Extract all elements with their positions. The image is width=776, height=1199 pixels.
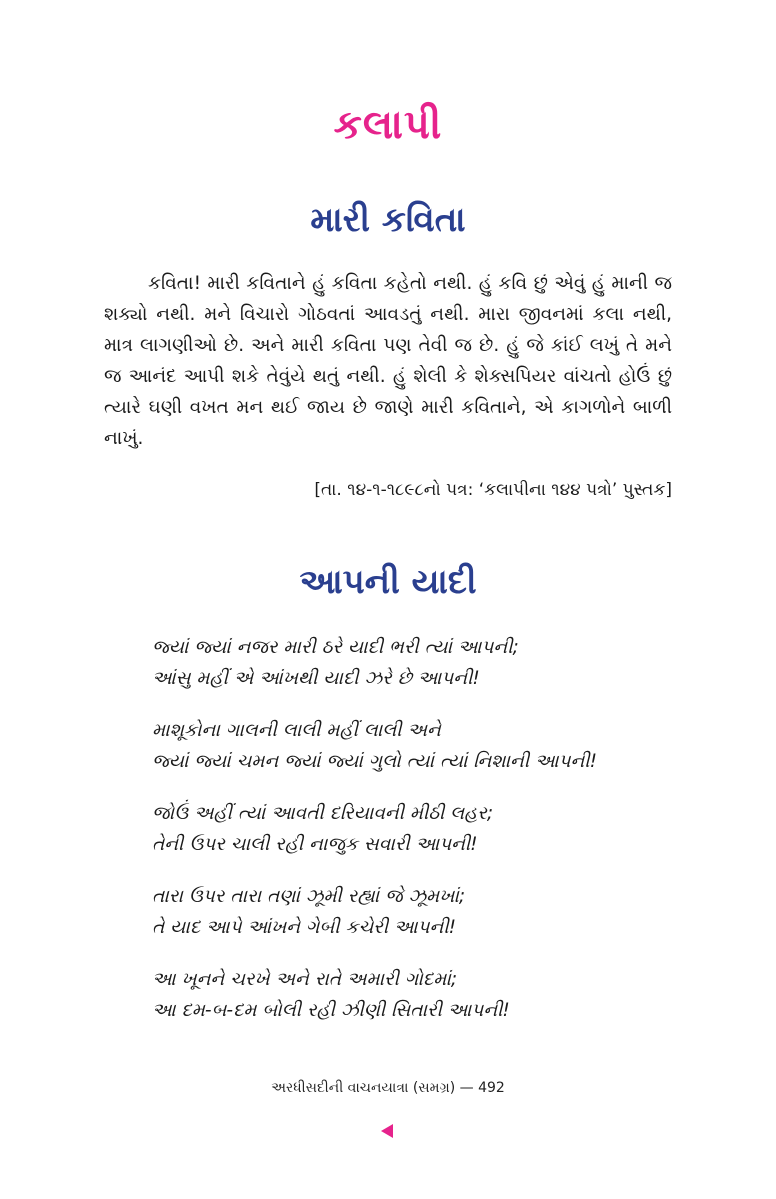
poem-line: જ્યાં જ્યાં ચમન જ્યાં જ્યાં ગુલો ત્યાં ત્યાં નિશાની આપની! <box>152 751 598 772</box>
prose-paragraph: કવિતા! મારી કવિતાને હું કવિતા કહેતો નથી. હું કવિ છું એવું હું માની જ શક્યો નથી. મને વિચારો ગોઠવતાં આવડતું નથી. મારા જીવનમાં કલા નથી, માત્ર લાગણીઓ છે. અને મારી કવિતા પણ તેવી જ છે. હું જે કાંઈ લખું તે મને જ આનંદ આપી શકે તેવુંયે થતું નથી. હું શેલી કે શેક્સપિયર વાંચતો હોઉં છું ત્યારે ઘણી વખત મન થઈ જાય છે જાણે મારી કવિતાને, એ કાગળોને બાળી નાખું. <box>104 273 672 449</box>
author-title: કલાપી <box>333 102 443 148</box>
poem-line: આ દમ-બ-દમ બોલી રહી ઝીણી સિતારી આપની! <box>152 1000 510 1021</box>
poem-line: તારા ઉપર તારા તણાં ઝૂમી રહ્યાં જે ઝૂમખાં; <box>152 886 466 907</box>
poem <box>152 632 672 1047</box>
poem-line: તે યાદ આપે આંખને ગેબી કચેરી આપની! <box>152 917 457 938</box>
poem-line: આ ખૂનને ચરખે અને રાતે અમારી ગોદમાં; <box>152 969 458 990</box>
poem-line: જોઉં અહીં ત્યાં આવતી દરિયાવની મીઠી લહર; <box>152 803 494 824</box>
poem-stanza <box>152 632 672 694</box>
previous-page-arrow-icon[interactable] <box>381 1124 393 1138</box>
page-footer: અરધીસદીની વાચનયાત્રા (સમગ્ર) — 492 <box>271 1080 505 1096</box>
section-title-aapni-yaadi: આપની યાદી <box>299 562 477 602</box>
poem-line: આંસુ મહીં એ આંખથી યાદી ઝરે છે આપની! <box>152 668 480 689</box>
section-title-mari-kavita: મારી કવિતા <box>310 200 466 240</box>
poem-stanza <box>152 715 672 777</box>
poem-line: માશૂકોના ગાલની લાલી મહીં લાલી અને <box>152 720 441 741</box>
poem-line: તેની ઉપર ચાલી રહી નાજુક સવારી આપની! <box>152 834 478 855</box>
poem-stanza <box>152 964 672 1026</box>
poem-line: જ્યાં જ્યાં નજર મારી ઠરે યાદી ભરી ત્યાં આપની; <box>152 637 519 658</box>
poem-stanza <box>152 798 672 860</box>
citation: [તા. ૧૪-૧-૧૮૯૮નો પત્ર: ‘કલાપીના ૧૪૪ પત્રો’ પુસ્તક] <box>314 480 672 500</box>
poem-stanza <box>152 881 672 943</box>
